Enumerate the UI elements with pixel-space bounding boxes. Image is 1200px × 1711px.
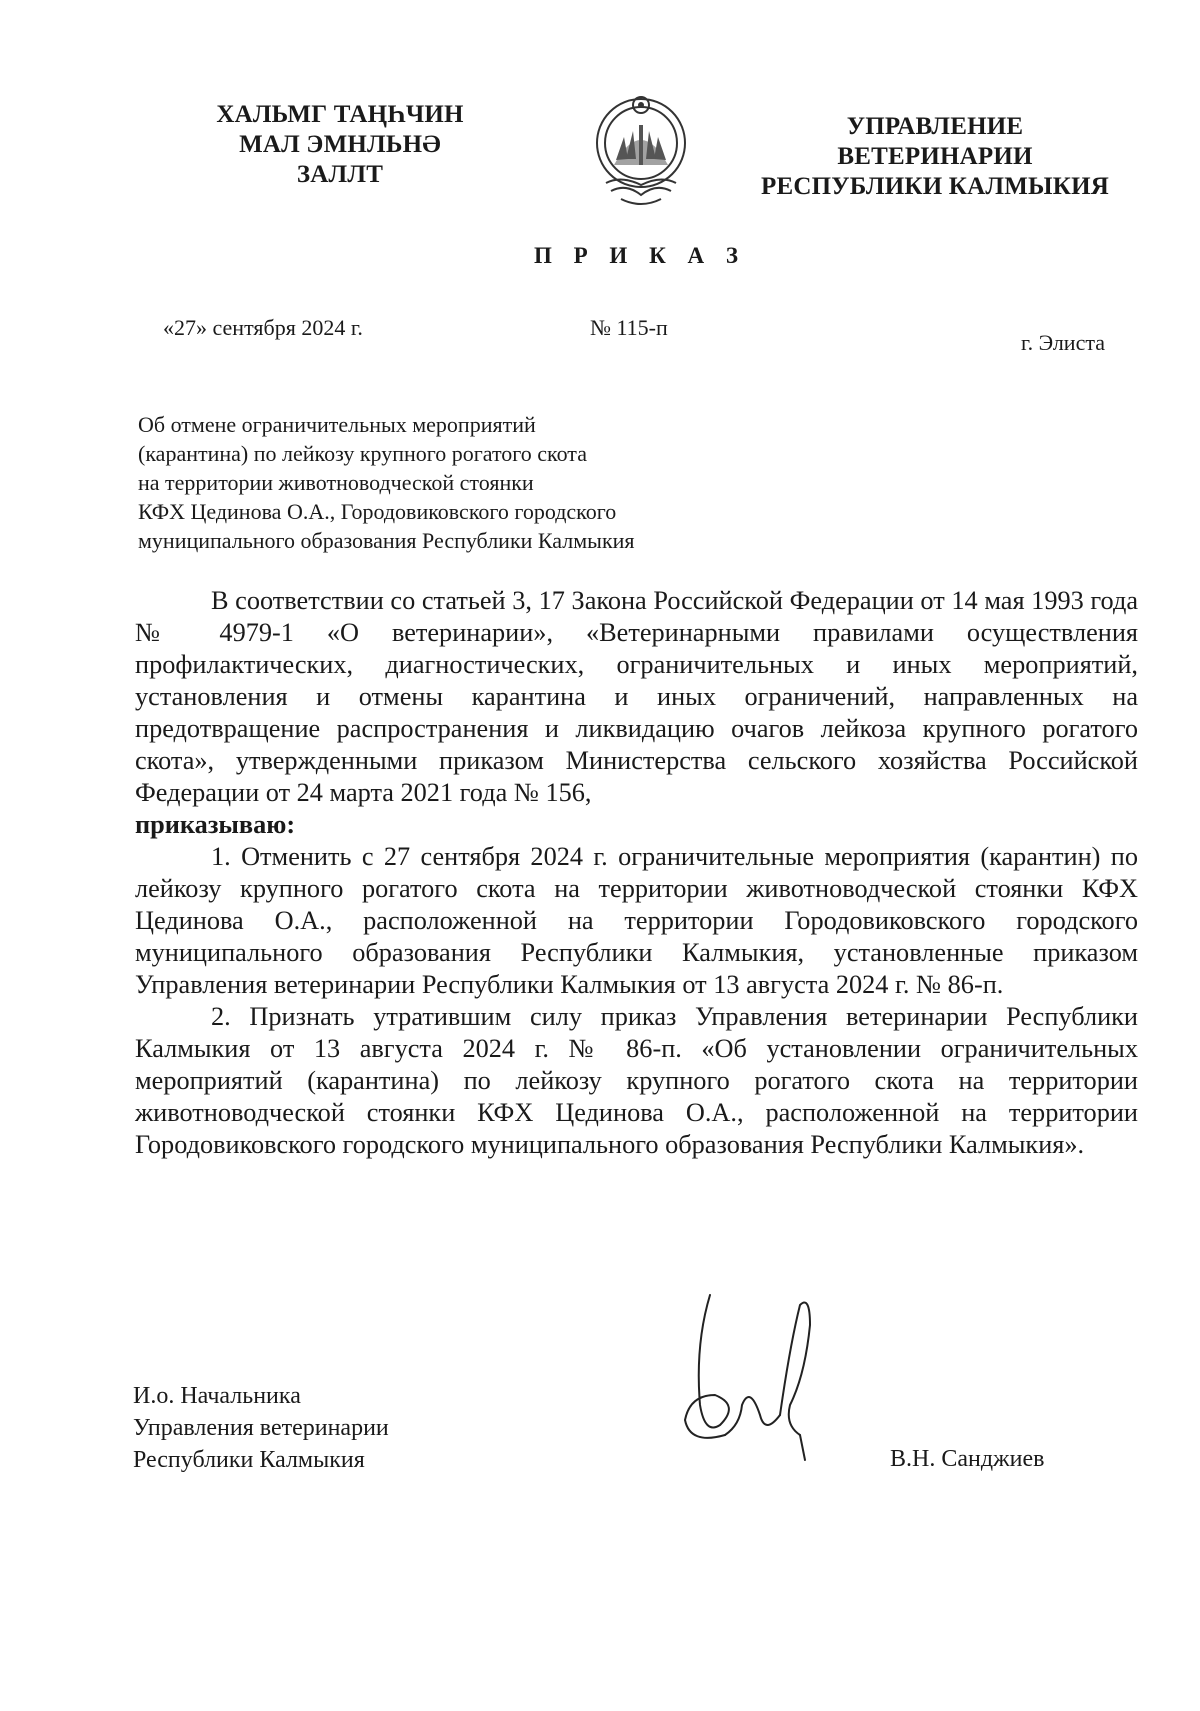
document-date: «27» сентября 2024 г.: [163, 315, 363, 340]
header-right-line: УПРАВЛЕНИЕ: [846, 113, 1024, 140]
order-item-1: 1. Отменить с 27 сентября 2024 г. ограничительные мероприятия (карантин) по лейкозу крупного рогатого скота на территории животноводческой стоянки КФХ Цединова О.А., расположенной на территории Городовиковского городского муниципального образования Республики Калмыкия, установленные приказом Управления ветеринарии Республики Калмыкия от 13 августа 2024 г. № 86-п.: [135, 842, 1138, 999]
preamble-text: В соответствии со статьей 3, 17 Закона Российской Федерации от 14 мая 1993 года № 4979-1 «О ветеринарии», «Ветеринарными правилами осуществления профилактических, диагностических, ограничительных и иных мероприятий, установления и отмены карантина и иных ограничений, направленных на предотвращение распространения и ликвидацию очагов лейкоза крупного рогатого скота», утвержденными приказом Министерства сельского хозяйства Российской Федерации от 24 марта 2021 года № 156,: [135, 586, 1138, 807]
header-left-line: ЗАЛЛТ: [296, 161, 384, 188]
header-left-org-name: [190, 100, 490, 190]
document-subject: [138, 410, 788, 555]
signatory-name: В.Н. Санджиев: [890, 1446, 1045, 1472]
subject-line: (карантина) по лейкозу крупного рогатого скота: [138, 441, 587, 466]
document-city: г. Элиста: [1021, 330, 1105, 355]
signatory-position-line: И.о. Начальника: [133, 1383, 301, 1409]
document-number: № 115-п: [590, 315, 668, 340]
header-left-line: МАЛ ЭМНЛЬНӘ: [239, 131, 441, 158]
signatory-position: [133, 1380, 553, 1476]
order-item-2: 2. Признать утратившим силу приказ Управления ветеринарии Республики Калмыкия от 13 августа 2024 г. № 86-п. «Об установлении ограничительных мероприятий (карантина) по лейкозу крупного рогатого скота на территории животноводческой стоянки КФХ Цединова О.А., расположенной на территории Городовиковского городского муниципального образования Республики Калмыкия».: [135, 1002, 1138, 1159]
subject-line: КФХ Цединова О.А., Городовиковского городского: [138, 499, 617, 524]
header-left-line: ХАЛЬМГ ТАҢҺЧИН: [216, 101, 464, 128]
signatory-position-line: Республики Калмыкия: [133, 1447, 365, 1473]
subject-line: муниципального образования Республики Калмыкия: [138, 528, 635, 553]
handwritten-signature: [670, 1285, 840, 1465]
preamble-paragraph: [135, 585, 1138, 809]
coat-of-arms-emblem: [586, 85, 696, 210]
order-word: приказываю:: [135, 810, 296, 839]
signatory-position-line: Управления ветеринарии: [133, 1415, 389, 1441]
header-right-org-name: [745, 112, 1125, 202]
document-title: П Р И К А З: [533, 243, 746, 268]
subject-line: Об отмене ограничительных мероприятий: [138, 412, 536, 437]
document-body: [135, 585, 1138, 1161]
subject-line: на территории животноводческой стоянки: [138, 470, 534, 495]
header-right-line: ВЕТЕРИНАРИИ: [837, 143, 1033, 170]
header-right-line: РЕСПУБЛИКИ КАЛМЫКИЯ: [761, 173, 1109, 200]
